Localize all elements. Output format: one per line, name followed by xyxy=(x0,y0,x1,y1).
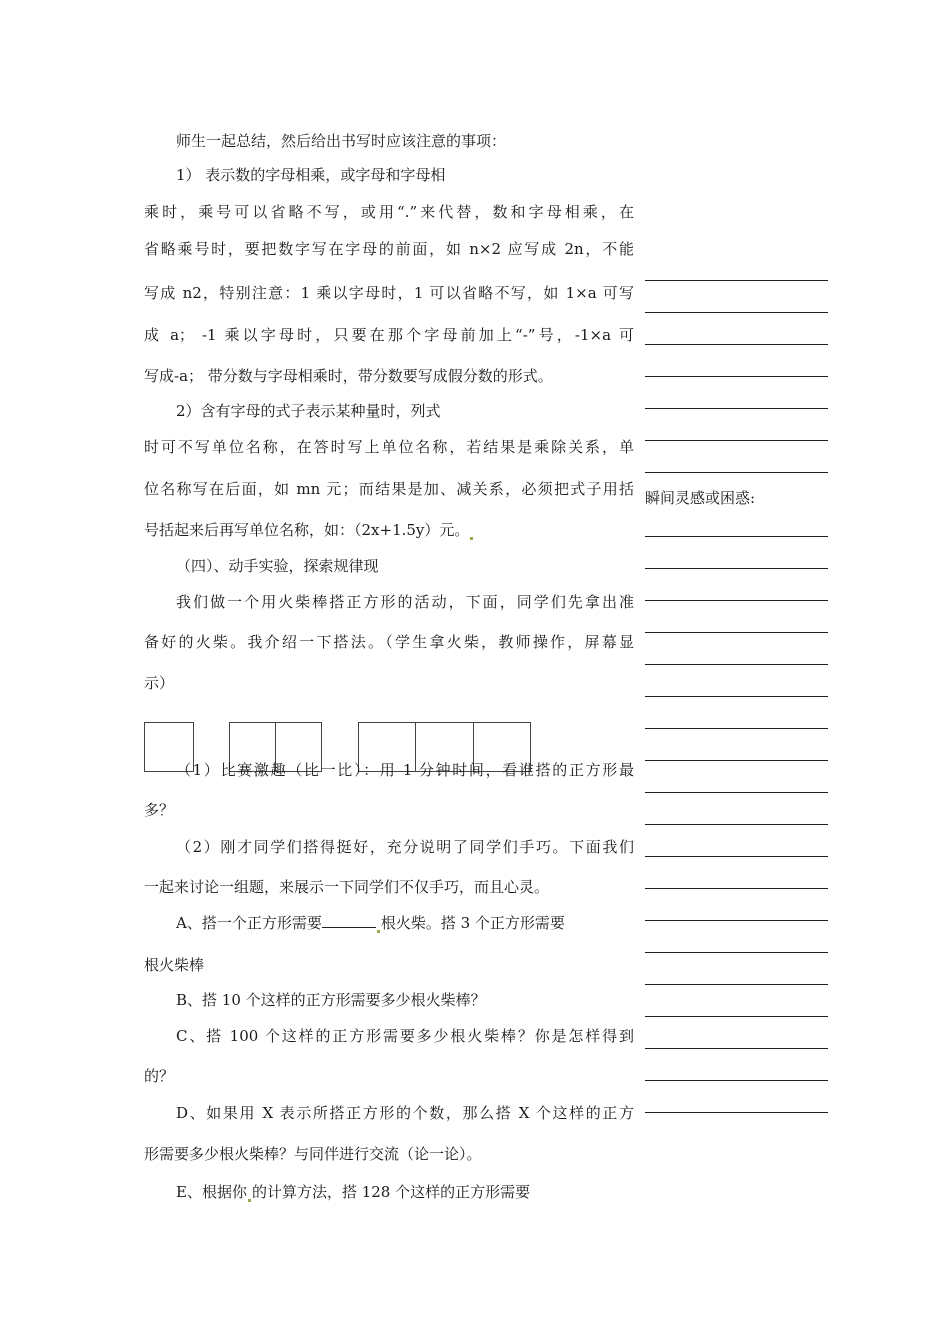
text-line: 多？ xyxy=(144,801,175,819)
text-line: （2）刚才同学们搭得挺好，充分说明了同学们手巧。下面我们 xyxy=(176,838,634,856)
notes-line xyxy=(645,1080,828,1081)
text-line: 根火柴棒 xyxy=(144,956,205,974)
text-line: 备好的火柴。我介绍一下搭法。（学生拿火柴，教师操作，屏幕显 xyxy=(144,633,634,651)
question-e-suffix: 的计算方法，搭 128 个这样的正方形需要 xyxy=(251,1183,531,1201)
text-line: 成 a； -1 乘以字母时，只要在那个字母前加上“-”号，-1×a 可 xyxy=(144,326,634,344)
notes-line xyxy=(645,408,828,409)
text-line: 乘时，乘号可以省略不写，或用“.”来代替，数和字母相乘，在 xyxy=(144,203,634,221)
text-line: 位名称写在后面，如 mn 元；而结果是加、减关系，必须把式子用括 xyxy=(144,480,634,498)
notes-line xyxy=(645,760,828,761)
notes-line xyxy=(645,664,828,665)
notes-line xyxy=(645,856,828,857)
text-line: 的？ xyxy=(144,1067,175,1085)
notes-line xyxy=(645,600,828,601)
notes-line xyxy=(645,824,828,825)
notes-line xyxy=(645,1016,828,1017)
text-line: 形需要多少根火柴棒？与同伴进行交流（论一论）。 xyxy=(144,1145,482,1163)
notes-line xyxy=(645,920,828,921)
notes-line xyxy=(645,568,828,569)
text-line: 写成-a； 带分数与字母相乘时，带分数要写成假分数的形式。 xyxy=(144,367,553,385)
text-line: 示） xyxy=(144,674,175,692)
text-line: 2）含有字母的式子表示某种量时，列式 xyxy=(176,402,441,420)
notes-line xyxy=(645,632,828,633)
notes-line xyxy=(645,728,828,729)
notes-line xyxy=(645,536,828,537)
notes-line xyxy=(645,344,828,345)
notes-label: 瞬间灵感或困惑: xyxy=(645,489,756,507)
text-line-content: 号括起来后再写单位名称，如：（2x+1.5y）元。 xyxy=(144,521,470,539)
notes-line xyxy=(645,280,828,281)
question-a-prefix: A、搭一个正方形需要 xyxy=(176,914,322,932)
notes-line xyxy=(645,1048,828,1049)
notes-line xyxy=(645,1112,828,1113)
notes-line xyxy=(645,376,828,377)
notes-line xyxy=(645,888,828,889)
notes-line xyxy=(645,440,828,441)
green-dot-mark xyxy=(248,1199,251,1202)
question-a xyxy=(176,913,634,933)
text-line: （1）比赛激趣（比一比）：用 1 分钟时间，看谁搭的正方形最 xyxy=(176,761,634,779)
notes-line xyxy=(645,984,828,985)
text-line: 师生一起总结，然后给出书写时应该注意的事项： xyxy=(176,132,507,150)
question-a-suffix: 根火柴。搭 3 个正方形需要 xyxy=(380,914,565,932)
section-heading: （四）、动手实验，探索规律现 xyxy=(176,557,379,575)
text-line: 省略乘号时，要把数字写在字母的前面，如 n×2 应写成 2n，不能 xyxy=(144,240,634,258)
question-b: B、搭 10 个这样的正方形需要多少根火柴棒？ xyxy=(176,991,486,1009)
answer-blank xyxy=(322,913,376,928)
text-line: 时可不写单位名称，在答时写上单位名称，若结果是乘除关系，单 xyxy=(144,438,634,456)
question-d: D、如果用 X 表示所搭正方形的个数，那么搭 X 个这样的正方 xyxy=(176,1104,634,1122)
green-dot-mark xyxy=(377,930,380,933)
text-line: 写成 n2，特别注意：1 乘以字母时，1 可以省略不写，如 1×a 可写 xyxy=(144,284,634,302)
notes-line xyxy=(645,312,828,313)
notes-line xyxy=(645,792,828,793)
text-line: 我们做一个用火柴棒搭正方形的活动，下面，同学们先拿出准 xyxy=(176,593,634,611)
green-dot-mark xyxy=(470,537,473,540)
notes-line xyxy=(645,952,828,953)
text-line xyxy=(144,520,634,540)
question-c: C、搭 100 个这样的正方形需要多少根火柴棒？你是怎样得到 xyxy=(176,1027,634,1045)
text-line: 一起来讨论一组题，来展示一下同学们不仅手巧，而且心灵。 xyxy=(144,878,550,896)
question-e-prefix: E、根据你 xyxy=(176,1183,247,1201)
notes-line xyxy=(645,696,828,697)
notes-line xyxy=(645,472,828,473)
text-line: 1） 表示数的字母相乘，或字母和字母相 xyxy=(176,166,446,184)
question-e xyxy=(176,1182,634,1202)
